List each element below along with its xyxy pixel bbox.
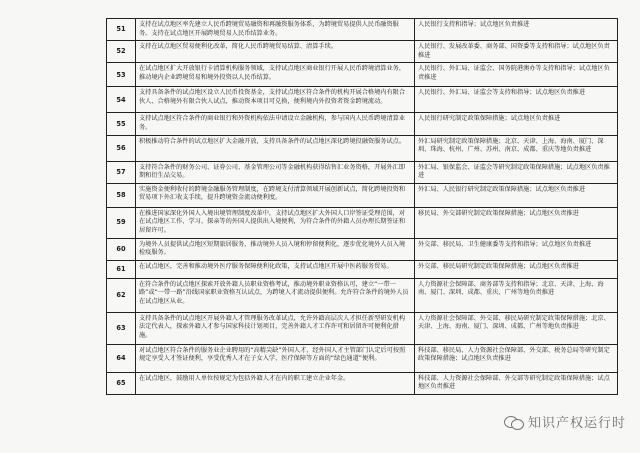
measure-text: 实施资金便利收付的跨境金融服务管理制度，在跨境支付清算领域开展创新试点，简化跨境投资和贸易项下外汇收支手续，提升跨境资金流动便利度。 [136,183,415,207]
policy-table [106,18,618,395]
table-row [107,312,618,344]
row-number: 65 [107,372,136,394]
table-row [107,278,618,312]
row-number: 60 [107,238,136,260]
row-number: 58 [107,183,136,207]
measure-text: 支持试点地区符合条件的商业银行和外资机构依法申请设立金融机构，参与国内人民币跨境清算业务。 [136,113,415,135]
table-row [107,135,618,161]
responsible-dept: 科技部、移民局、人力资源社会保障部、外交部、税务总局等研究制定政策保障措施；试点地区负责推进 [415,344,618,372]
responsible-dept: 科技部、人力资源社会保障部、外交部等研究制定政策保障措施；试点地区负责推进 [415,372,618,394]
measure-text: 支持在试点地区贸易便利化改革，简化人民币跨境贸易结算、清算手续。 [136,41,415,63]
wechat-icon [504,414,524,430]
policy-table-body [107,19,618,395]
measure-text: 支持具备条件的试点地区设立人民币投资基金，支持试点地区符合条件的机构开展合格境内有限合伙人、合格境外有限合伙人试点，推动资本项目可兑换，便利境内外投资者资金跨境流动。 [136,87,415,113]
responsible-dept: 外汇局、人民银行研究制定政策保障措施；试点地区负责推进 [415,183,618,207]
table-row [107,41,618,63]
watermark [504,412,626,431]
row-number: 55 [107,113,136,135]
measure-text: 在符合条件的试点地区探索开放外籍人员职业资格考试，推动境外职业资格认可，建立“一带一路”或“一带一路”沿线国家职业资格互认试点，为跨境人才流动提供便利。允许符合条件的境外人员在试点地区从业。 [136,278,415,312]
table-row [107,113,618,135]
table-row [107,19,618,41]
table-row [107,63,618,87]
table-row [107,183,618,207]
responsible-dept: 移民局、外交部研究制定政策保障措施；试点地区负责推进 [415,207,618,238]
measure-text: 在试点地区，鼓励用人单位按规定为包括外籍人才在内的职工建立企业年金。 [136,372,415,394]
row-number: 62 [107,278,136,312]
responsible-dept: 人民银行、外汇局、证监会、国务院港澳办等支持和指导；试点地区负责推进 [415,63,618,87]
row-number: 61 [107,260,136,278]
measure-text: 为境外人员提供试点地区短期旅居服务，推动境外人员入境和停留便利化，逐步优化境外人员入境检疫服务。 [136,238,415,260]
table-row [107,238,618,260]
table-row [107,372,618,394]
responsible-dept: 人民银行研究制定政策保障措施；试点地区负责推进 [415,113,618,135]
row-number: 59 [107,207,136,238]
row-number: 53 [107,63,136,87]
measure-text: 对试点地区符合条件的服务业企业聘用的“高精尖缺”外国人才，经外国人才主管部门认定后可按照规定享受人才签证便利，享受优秀人才在子女入学、医疗保障等方面的“绿色通道”便利。 [136,344,415,372]
table-row [107,87,618,113]
responsible-dept: 人民银行支持和指导；试点地区负责推进 [415,19,618,41]
table-row [107,207,618,238]
measure-text: 在推进国家深化外国人入境出境管理制度改革中，支持试点地区扩大外国人口岸签证受理范围，对在试点地区工作、学习、探亲等的外国人提供出入境便利，为符合条件的外籍人员办理长期签证和居留许可。 [136,207,415,238]
responsible-dept: 人力资源社会保障部、外交部、移民局研究制定政策保障措施；北京、天津、上海、海南、厦门、深圳、成都、广州等地负责推进 [415,312,618,344]
responsible-dept: 人力资源社会保障部、商务部等支持和指导；北京、天津、上海、海南、厦门、深圳、成都、重庆、广州等地负责推进 [415,278,618,312]
row-number: 57 [107,161,136,183]
table-row [107,344,618,372]
table-row [107,260,618,278]
measure-text: 支持符合条件的财务公司、证券公司、基金管理公司等金融机构获得结售汇业务资格，开展外汇即期和衍生品交易。 [136,161,415,183]
responsible-dept: 外汇局、银保监会、证监会等研究制定政策保障措施；试点地区负责推进 [415,161,618,183]
row-number: 56 [107,135,136,161]
row-number: 63 [107,312,136,344]
responsible-dept: 外汇局研究制定政策保障措施；北京、天津、上海、海南、厦门、深圳、珠海、杭州、广州、苏州、南京、成都、重庆等地负责推进 [415,135,618,161]
measure-text: 在试点地区，完善和推动境外医疗服务保障便利化政策，支持试点地区开展中医药服务贸易。 [136,260,415,278]
measure-text: 支持在试点地区率先建立人民币跨境贸易融资和再融资服务体系，为跨境贸易提供人民币融资服务。支持在试点地区开展跨境贸易人民币结算业务。 [136,19,415,41]
watermark-text: 知识产权运行时 [527,416,626,431]
responsible-dept: 人民银行、发展改革委、商务部、国资委等支持和指导；试点地区负责推进 [415,41,618,63]
responsible-dept: 外交部、移民局研究制定政策保障措施；试点地区负责推进 [415,260,618,278]
table-row [107,161,618,183]
row-number: 64 [107,344,136,372]
row-number: 52 [107,41,136,63]
measure-text: 在试点地区扩大开放银行卡清算机构服务领域，支持试点地区商业银行开展人民币跨境清算业务，推动境内企业跨境贸易和境外投资以人民币结算。 [136,63,415,87]
responsible-dept: 人民银行、外汇局、证监会等支持和指导；试点地区负责推进 [415,87,618,113]
row-number: 51 [107,19,136,41]
measure-text: 积极推动符合条件的试点地区扩大金融开放，支持具备条件的试点地区深化跨境投融资服务试点。 [136,135,415,161]
row-number: 54 [107,87,136,113]
responsible-dept: 外交部、移民局、卫生健康委等支持和指导；试点地区负责推进 [415,238,618,260]
measure-text: 支持具备条件的试点地区开展外籍人才管理服务改革试点，允许外籍高层次人才担任新型研发机构法定代表人，探索外籍人才参与国家科技计划项目，完善外籍人才工作许可和居留许可便利化措施。 [136,312,415,344]
